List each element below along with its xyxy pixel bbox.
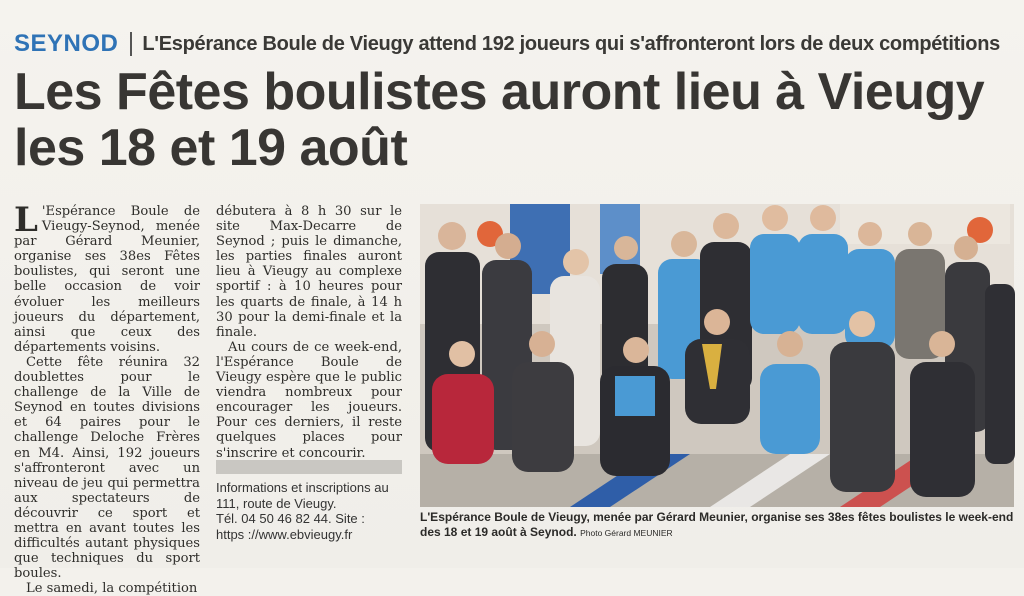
- paragraph-1: [14, 200, 200, 355]
- article-column-2: [216, 204, 402, 476]
- headline-line-1: Les Fêtes boulistes auront lieu à Vieugy: [14, 63, 985, 121]
- info-divider-bar: [216, 460, 402, 474]
- info-line-2: 111, route de Vieugy.: [216, 495, 337, 511]
- paragraph-5: Au cours de ce week-end, l'Espérance Boule de Vieugy espère que le public viendra nombreux pour encourager les joueurs. Pour ces derniers, il reste quelques places pour s'inscrire et concourir.: [216, 339, 402, 461]
- paragraph-4: débutera à 8 h 30 sur le site Max-Decarre de Seynod ; puis le dimanche, les parties finales auront lieu à Vieugy au complexe sportif : à 10 heures pour les quarts de finale, à 14 h 30 pour la demi-finale et la finale.: [216, 204, 402, 340]
- headline: [14, 64, 1014, 176]
- article-column-1: [14, 200, 200, 596]
- info-line-4: https ://www.ebvieugy.fr: [216, 526, 353, 542]
- kicker-divider: [130, 32, 132, 56]
- headline-line-2: les 18 et 19 août: [14, 119, 408, 177]
- info-line-3: Tél. 04 50 46 82 44. Site :: [216, 511, 365, 526]
- paragraph-1-text: 'Espérance Boule de Vieugy-Seynod, menée par Gérard Meunier, organise ses 38es Fêtes boulistes, qui seront une belle occasion de voir évoluer les meilleurs joueurs du département, ainsi que ceux des départements voisins.: [14, 204, 200, 355]
- team-photo-illustration: [420, 204, 1014, 507]
- info-line-1: Informations et inscriptions au: [216, 480, 389, 495]
- paragraph-3: Le samedi, la compétition: [26, 581, 198, 596]
- caption-text: L'Espérance Boule de Vieugy, menée par Gérard Meunier, organise ses 38es fêtes boulistes le week-end des 18 et 19 août à Seynod.: [420, 510, 1014, 539]
- kicker: [14, 30, 1000, 58]
- paragraph-2: Cette fête réunira 32 doublettes pour le challenge de la Ville de Seynod en toutes divisions et 64 paires pour le challenge Deloche Frères en M4. Ainsi, 192 joueurs s'affronteront avec un niveau de jeu qui permettra aux spectateurs de découvrir ce sport et mettra en avant toutes les difficultés autant physiques que techniques du sport boules.: [14, 354, 200, 582]
- photo-credit: Photo Gérard MEUNIER: [580, 528, 673, 538]
- team-photo: [420, 204, 1014, 507]
- section-label: SEYNOD: [14, 30, 119, 57]
- photo-caption: [420, 510, 1014, 541]
- info-box: [216, 480, 402, 542]
- subtitle: L'Espérance Boule de Vieugy attend 192 joueurs qui s'affronteront lors de deux compétitions: [142, 32, 1000, 55]
- drop-cap: L: [14, 200, 38, 240]
